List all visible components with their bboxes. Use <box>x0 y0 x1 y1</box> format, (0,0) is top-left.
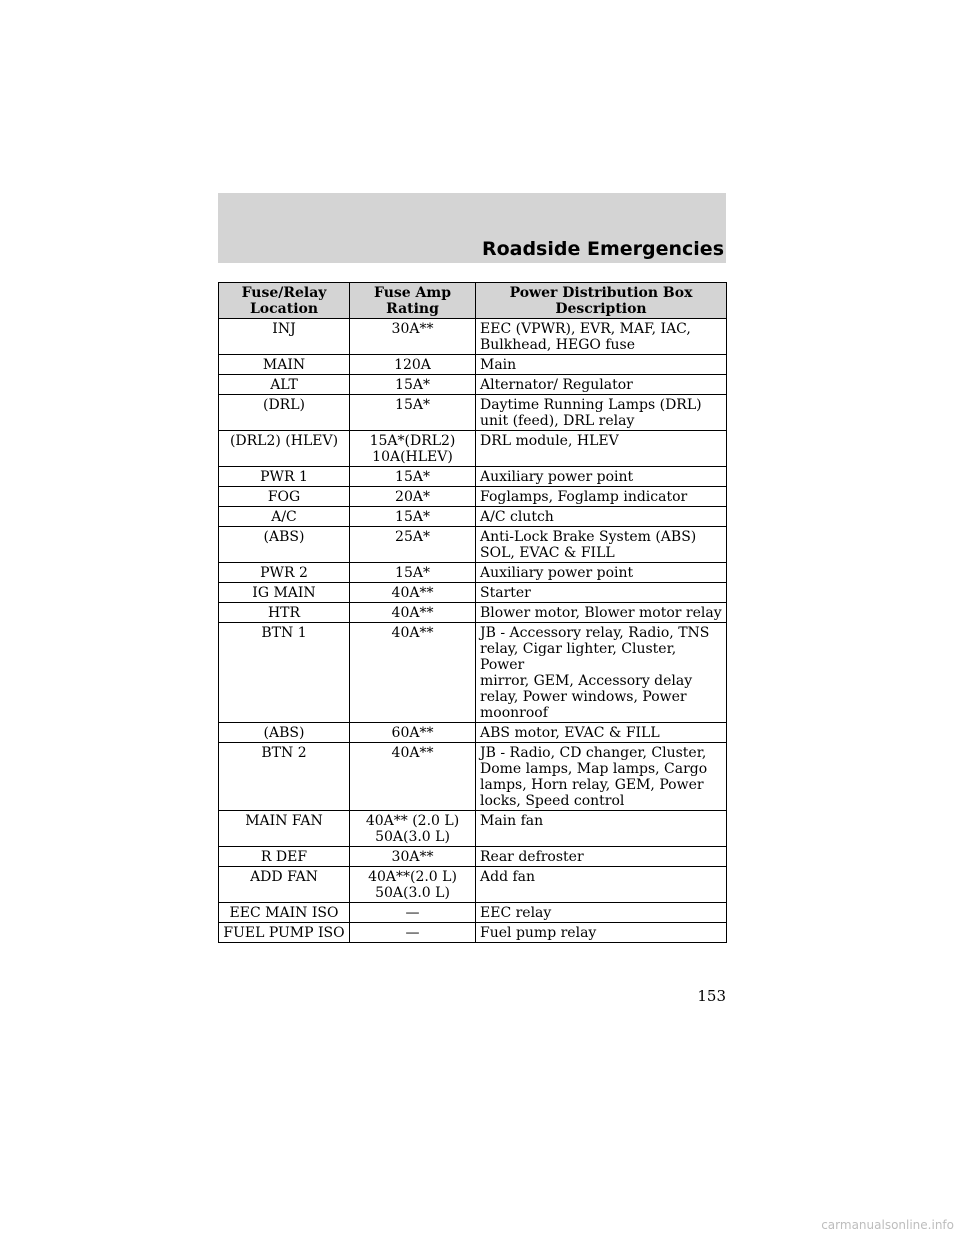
table-row <box>219 583 727 603</box>
fuse-description-cell <box>476 431 727 467</box>
cell-line: unit (feed), DRL relay <box>480 413 635 429</box>
fuse-rating-cell <box>350 375 476 395</box>
fuse-location-cell <box>219 375 350 395</box>
fuse-description-cell <box>476 583 727 603</box>
fuse-relay-table <box>218 282 727 943</box>
fuse-description-cell <box>476 743 727 811</box>
cell-line: 30A** <box>391 849 434 865</box>
cell-line: (DRL2) (HLEV) <box>229 433 339 449</box>
fuse-location-cell <box>219 923 350 943</box>
cell-line: JB - Radio, CD changer, Cluster, <box>480 745 707 761</box>
cell-line: IG MAIN <box>252 585 316 601</box>
cell-line: (DRL) <box>263 397 305 413</box>
cell-line: ADD FAN <box>250 869 318 885</box>
cell-line: 15A* <box>395 377 430 393</box>
cell-line: BTN 1 <box>261 625 307 641</box>
cell-line: Rear defroster <box>480 849 584 865</box>
cell-line: INJ <box>272 321 296 337</box>
cell-line: Add fan <box>480 869 536 885</box>
fuse-description-cell <box>476 527 727 563</box>
cell-line: 15A* <box>395 509 430 525</box>
cell-line: relay, Cigar lighter, Cluster, Power <box>480 641 677 673</box>
fuse-rating-cell <box>350 467 476 487</box>
cell-line: 40A**(2.0 L) <box>368 869 457 885</box>
cell-line: ABS motor, EVAC & FILL <box>480 725 660 741</box>
cell-line: A/C clutch <box>480 509 554 525</box>
fuse-location-cell <box>219 811 350 847</box>
table-row <box>219 467 727 487</box>
cell-line: PWR 2 <box>260 565 308 581</box>
cell-line: — <box>405 905 420 921</box>
fuse-rating-cell <box>350 319 476 355</box>
table-row <box>219 395 727 431</box>
header-line: Fuse Amp <box>374 285 451 301</box>
fuse-rating-cell <box>350 847 476 867</box>
cell-line: 50A(3.0 L) <box>375 829 450 845</box>
cell-line: MAIN <box>262 357 306 373</box>
table-row <box>219 847 727 867</box>
cell-line: ALT <box>270 377 298 393</box>
table-row <box>219 487 727 507</box>
fuse-description-cell <box>476 867 727 903</box>
cell-line: 15A* <box>395 397 430 413</box>
fuse-rating-cell <box>350 563 476 583</box>
cell-line: relay, Power windows, Power <box>480 689 687 705</box>
cell-line: 40A** <box>391 585 434 601</box>
table-row <box>219 603 727 623</box>
fuse-location-cell <box>219 355 350 375</box>
fuse-location-cell <box>219 603 350 623</box>
fuse-rating-cell <box>350 583 476 603</box>
cell-line: lamps, Horn relay, GEM, Power <box>480 777 704 793</box>
cell-line: Starter <box>480 585 531 601</box>
fuse-location-cell <box>219 723 350 743</box>
fuse-description-cell <box>476 903 727 923</box>
table-row <box>219 623 727 723</box>
cell-line: Bulkhead, HEGO fuse <box>480 337 635 353</box>
header-fuse-amp-rating <box>350 283 476 319</box>
cell-line: 20A* <box>395 489 430 505</box>
table-row <box>219 375 727 395</box>
header-power-distribution-box-description <box>476 283 727 319</box>
fuse-description-cell <box>476 375 727 395</box>
fuse-location-cell <box>219 395 350 431</box>
fuse-description-cell <box>476 355 727 375</box>
fuse-rating-cell <box>350 527 476 563</box>
header-line: Location <box>249 301 319 317</box>
cell-line: Foglamps, Foglamp indicator <box>480 489 688 505</box>
table-body <box>219 319 727 943</box>
cell-line: Main <box>480 357 517 373</box>
table-row <box>219 903 727 923</box>
page-number: 153 <box>697 987 726 1005</box>
cell-line: Main fan <box>480 813 544 829</box>
table-row <box>219 431 727 467</box>
fuse-location-cell <box>219 583 350 603</box>
cell-line: 120A <box>394 357 431 373</box>
cell-line: PWR 1 <box>260 469 308 485</box>
cell-line: 40A** <box>391 625 434 641</box>
cell-line: JB - Accessory relay, Radio, TNS <box>480 625 710 641</box>
fuse-location-cell <box>219 507 350 527</box>
table-row <box>219 355 727 375</box>
cell-line: EEC relay <box>480 905 552 921</box>
cell-line: 25A* <box>395 529 430 545</box>
fuse-description-cell <box>476 395 727 431</box>
cell-line: moonroof <box>480 705 548 721</box>
fuse-location-cell <box>219 743 350 811</box>
cell-line: 40A** (2.0 L) <box>365 813 460 829</box>
cell-line: Anti-Lock Brake System (ABS) <box>480 529 697 545</box>
cell-line: Daytime Running Lamps (DRL) <box>480 397 702 413</box>
fuse-description-cell <box>476 487 727 507</box>
fuse-rating-cell <box>350 723 476 743</box>
header-fuse-relay-location <box>219 283 350 319</box>
table-row <box>219 743 727 811</box>
cell-line: 60A** <box>391 725 434 741</box>
table-row <box>219 923 727 943</box>
fuse-location-cell <box>219 623 350 723</box>
table-row <box>219 811 727 847</box>
cell-line: FUEL PUMP ISO <box>223 925 345 941</box>
cell-line: 50A(3.0 L) <box>375 885 450 901</box>
fuse-rating-cell <box>350 395 476 431</box>
cell-line: FOG <box>267 489 301 505</box>
fuse-description-cell <box>476 811 727 847</box>
table-row <box>219 319 727 355</box>
cell-line: Auxiliary power point <box>480 469 634 485</box>
cell-line: Fuel pump relay <box>480 925 597 941</box>
header-line: Power Distribution Box <box>509 285 693 301</box>
table-row <box>219 527 727 563</box>
cell-line: BTN 2 <box>261 745 307 761</box>
cell-line: 15A*(DRL2) <box>369 433 456 449</box>
cell-line: 30A** <box>391 321 434 337</box>
table-row <box>219 563 727 583</box>
cell-line: EEC MAIN ISO <box>229 905 339 921</box>
cell-line: Alternator/ Regulator <box>480 377 633 393</box>
cell-line: 15A* <box>395 469 430 485</box>
cell-line: Auxiliary power point <box>480 565 634 581</box>
cell-line: MAIN FAN <box>245 813 323 829</box>
fuse-rating-cell <box>350 923 476 943</box>
fuse-location-cell <box>219 563 350 583</box>
fuse-description-cell <box>476 923 727 943</box>
header-line: Rating <box>386 301 439 317</box>
fuse-location-cell <box>219 867 350 903</box>
fuse-rating-cell <box>350 355 476 375</box>
cell-line: R DEF <box>260 849 308 865</box>
fuse-location-cell <box>219 319 350 355</box>
fuse-location-cell <box>219 527 350 563</box>
fuse-description-cell <box>476 603 727 623</box>
fuse-location-cell <box>219 903 350 923</box>
table-row <box>219 867 727 903</box>
section-title: Roadside Emergencies <box>481 238 724 260</box>
cell-line: Blower motor, Blower motor relay <box>480 605 722 621</box>
cell-line: DRL module, HLEV <box>480 433 619 449</box>
fuse-location-cell <box>219 431 350 467</box>
header-line: Fuse/Relay <box>241 285 327 301</box>
fuse-rating-cell <box>350 603 476 623</box>
fuse-rating-cell <box>350 811 476 847</box>
fuse-description-cell <box>476 723 727 743</box>
fuse-rating-cell <box>350 623 476 723</box>
table-header-row <box>219 283 727 319</box>
fuse-location-cell <box>219 487 350 507</box>
cell-line: Dome lamps, Map lamps, Cargo <box>480 761 708 777</box>
header-line: Description <box>555 301 647 317</box>
fuse-rating-cell <box>350 903 476 923</box>
fuse-description-cell <box>476 319 727 355</box>
cell-line: 15A* <box>395 565 430 581</box>
fuse-description-cell <box>476 847 727 867</box>
fuse-description-cell <box>476 507 727 527</box>
fuse-description-cell <box>476 623 727 723</box>
watermark-text: carmanualsonline.info <box>821 1218 954 1232</box>
fuse-rating-cell <box>350 507 476 527</box>
cell-line: locks, Speed control <box>480 793 625 809</box>
cell-line: 40A** <box>391 605 434 621</box>
fuse-location-cell <box>219 847 350 867</box>
cell-line: SOL, EVAC & FILL <box>480 545 615 561</box>
cell-line: 40A** <box>391 745 434 761</box>
fuse-rating-cell <box>350 743 476 811</box>
fuse-description-cell <box>476 467 727 487</box>
cell-line: (ABS) <box>263 529 305 545</box>
section-header-band <box>218 193 726 263</box>
fuse-rating-cell <box>350 867 476 903</box>
cell-line: EEC (VPWR), EVR, MAF, IAC, <box>480 321 691 337</box>
cell-line: HTR <box>267 605 301 621</box>
fuse-description-cell <box>476 563 727 583</box>
table-row <box>219 507 727 527</box>
cell-line: — <box>405 925 420 941</box>
fuse-rating-cell <box>350 431 476 467</box>
cell-line: (ABS) <box>263 725 305 741</box>
fuse-rating-cell <box>350 487 476 507</box>
table-row <box>219 723 727 743</box>
cell-line: 10A(HLEV) <box>372 449 453 465</box>
fuse-location-cell <box>219 467 350 487</box>
cell-line: A/C <box>271 509 297 525</box>
cell-line: mirror, GEM, Accessory delay <box>480 673 693 689</box>
